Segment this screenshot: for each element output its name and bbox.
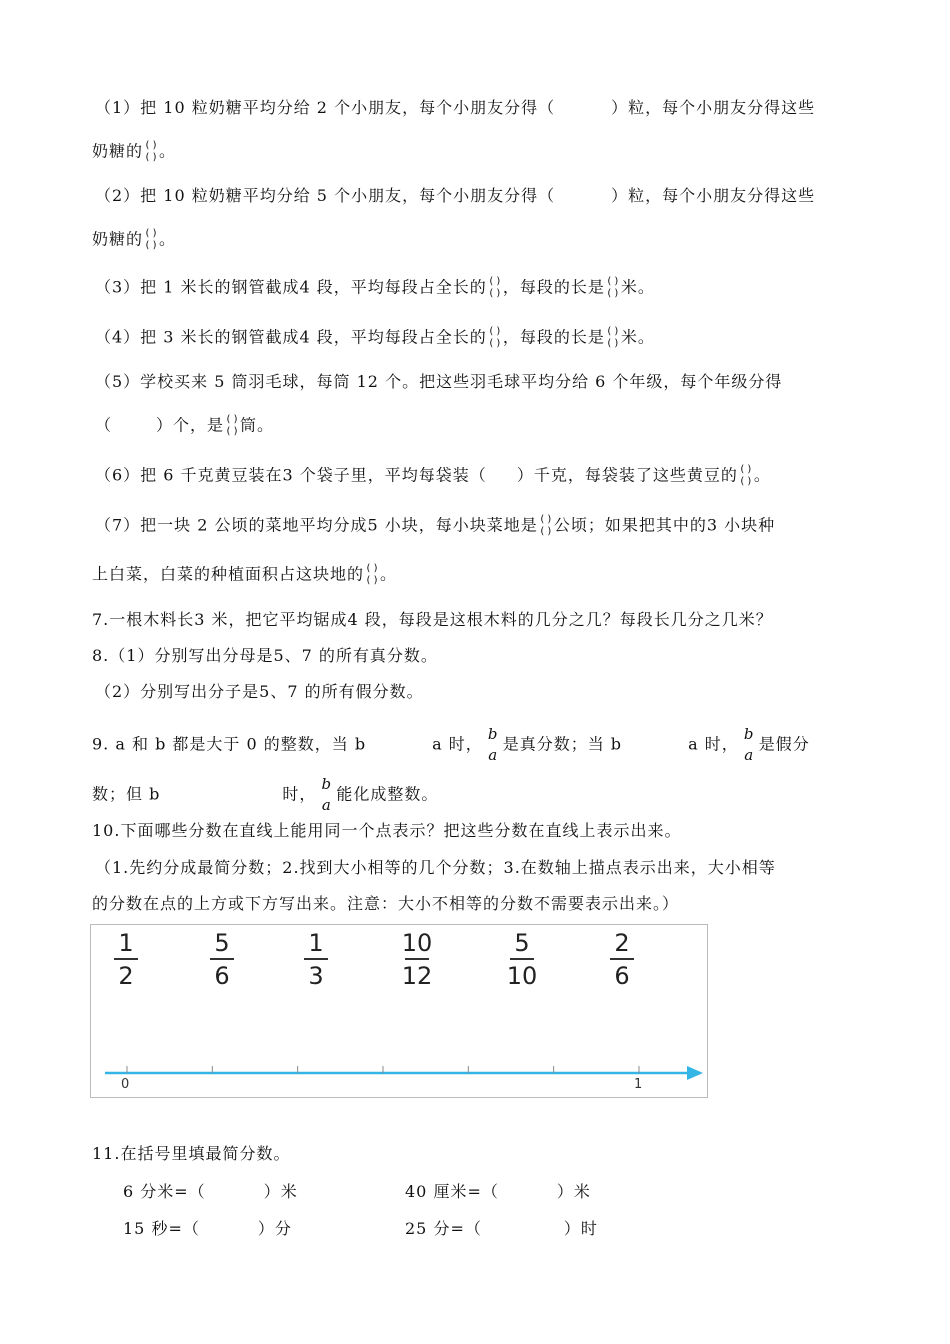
answer-fraction[interactable]: ( ) ( ) (489, 326, 501, 349)
axis-arrow (687, 1066, 703, 1080)
q6-part5-line2: （ ）个，是 ( ) ( ) 筒。 (95, 414, 275, 437)
q8-part2: （2）分别写出分子是5、7 的所有假分数。 (95, 682, 424, 701)
fraction-card: 10 12 (401, 929, 433, 990)
q9-line1: 9. a 和 b 都是大于 0 的整数，当 b a 时， b a 是真分数；当 b a 时， b a 是假分 (92, 725, 810, 764)
q10-note-line2: 的分数在点的上方或下方写出来。注意：大小不相等的分数不需要表示出来。） (92, 894, 680, 913)
q6-part4: （4）把 3 米长的钢管截成4 段，平均每段占全长的 ( ) ( ) ，每段的长是 ( ) ( ) 米。 (95, 326, 655, 349)
q6-part5-line1: （5）学校买来 5 筒羽毛球，每筒 12 个。把这些羽毛球平均分给 6 个年级，每个年级分得 (95, 372, 783, 391)
q6-part2-line1: （2）把 10 粒奶糖平均分给 5 个小朋友，每个小朋友分得（ ）粒，每个小朋友分得这些 (95, 186, 816, 205)
fraction-b-over-a: b a (743, 725, 754, 764)
q11-item-3: 15 秒=（ ）分 (123, 1219, 292, 1238)
fraction-card: 5 10 (506, 929, 538, 990)
q6-part6: （6）把 6 千克黄豆装在3 个袋子里，平均每袋装（ ）千克，每袋装了这些黄豆的 ( ) ( ) 。 (95, 464, 771, 487)
answer-fraction[interactable]: ( ) ( ) (226, 414, 238, 437)
fraction-b-over-a: b a (321, 775, 332, 814)
answer-fraction[interactable]: ( ) ( ) (145, 228, 157, 251)
q6-part3: （3）把 1 米长的钢管截成4 段，平均每段占全长的 ( ) ( ) ，每段的长是 ( ) ( ) 米。 (95, 276, 655, 299)
q10-title: 10.下面哪些分数在直线上能用同一个点表示？把这些分数在直线上表示出来。 (92, 821, 682, 840)
fraction-card: 2 6 (597, 929, 647, 990)
answer-fraction[interactable]: ( ) ( ) (540, 514, 552, 537)
q8-part1: 8.（1）分别写出分母是5、7 的所有真分数。 (92, 646, 438, 665)
q9-line2: 数；但 b 时， b a 能化成整数。 (92, 775, 439, 814)
answer-fraction[interactable]: ( ) ( ) (607, 326, 619, 349)
q6-part1-line1: （1）把 10 粒奶糖平均分给 2 个小朋友，每个小朋友分得（ ）粒，每个小朋友分得这些 (95, 98, 816, 117)
q6-part2-line2: 奶糖的 ( ) ( ) 。 (92, 228, 177, 251)
q11-item-4: 25 分=（ ）时 (405, 1219, 598, 1238)
fraction-card: 5 6 (197, 929, 247, 990)
q7-text: 7.一根木料长3 米，把它平均锯成4 段，每段是这根木料的几分之几？每段长几分之几米？ (92, 610, 773, 629)
number-line-figure (90, 924, 708, 1098)
answer-fraction[interactable]: ( ) ( ) (607, 276, 619, 299)
axis-label-start: 0 (121, 1077, 130, 1092)
fraction-card: 1 2 (101, 929, 151, 990)
answer-fraction[interactable]: ( ) ( ) (489, 276, 501, 299)
q6-part1-line2: 奶糖的 ( ) ( ) 。 (92, 140, 177, 163)
fraction-card: 1 3 (291, 929, 341, 990)
q11-title: 11.在括号里填最简分数。 (92, 1144, 291, 1163)
answer-fraction[interactable]: ( ) ( ) (740, 464, 752, 487)
q10-note-line1: （1.先约分成最简分数；2.找到大小相等的几个分数；3.在数轴上描点表示出来，大小相等 (95, 858, 776, 877)
q11-item-1: 6 分米=（ ）米 (123, 1182, 298, 1201)
fraction-b-over-a: b a (487, 725, 498, 764)
q11-item-2: 40 厘米=（ ）米 (405, 1182, 591, 1201)
q6-part7-line1: （7）把一块 2 公顷的菜地平均分成5 小块，每小块菜地是 ( ) ( ) 公顷；如果把其中的3 小块种 (95, 514, 776, 537)
axis-label-end: 1 (634, 1077, 643, 1092)
answer-fraction[interactable]: ( ) ( ) (145, 140, 157, 163)
number-line[interactable] (91, 925, 707, 1097)
q6-part7-line2: 上白菜，白菜的种植面积占这块地的 ( ) ( ) 。 (92, 563, 398, 586)
answer-fraction[interactable]: ( ) ( ) (366, 563, 378, 586)
